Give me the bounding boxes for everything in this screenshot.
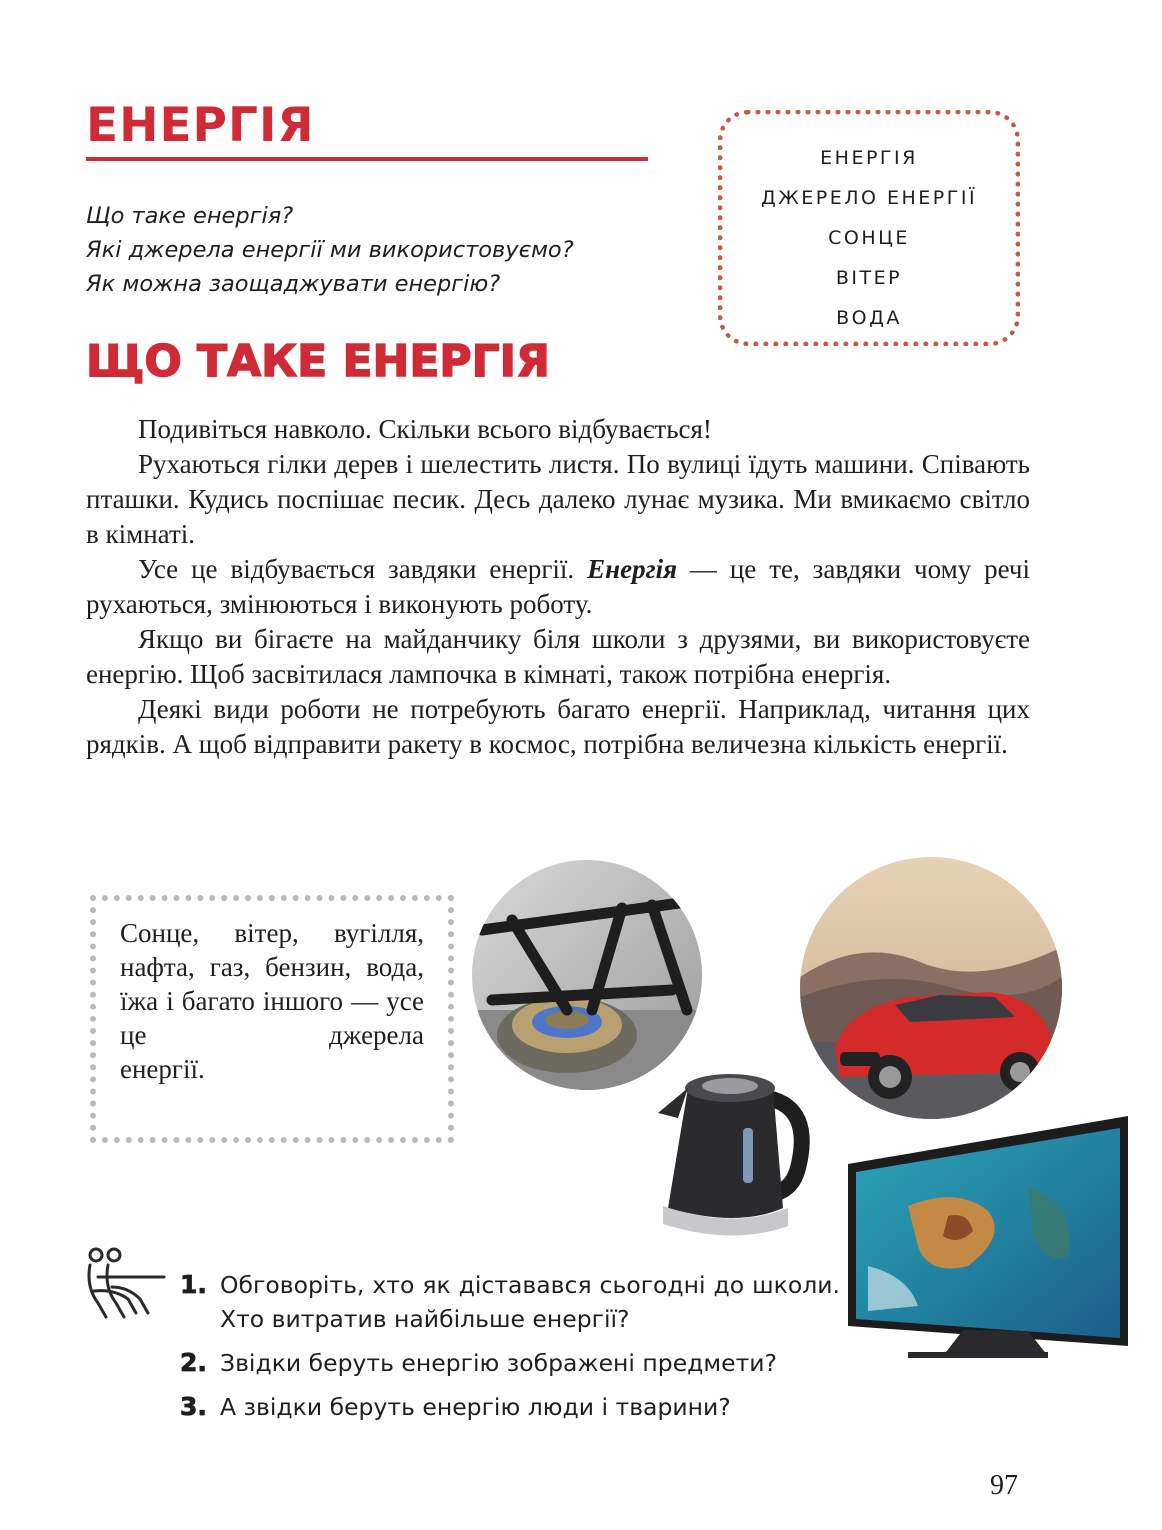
paragraph: Деякі види роботи не потребують багато енергії. Наприклад, читання цих рядків. А щоб відправити ракету в космос, потрібна величезна кількість енергії. [86, 694, 1030, 759]
keyword-item: ЕНЕРГІЯ [820, 147, 918, 169]
keyword-item: ВОДА [836, 307, 902, 329]
task-item [180, 1390, 840, 1424]
paragraph: Якщо ви бігаєте на майданчику біля школи з друзями, ви використовуєте енергію. Щоб засвітилася лампочка в кімнаті, також потрібна енергія. [86, 624, 1030, 689]
sources-note-main: Сонце, вітер, вугілля, нафта, газ, бензин, вода, їжа і багато іншого — усе це джерела [120, 918, 424, 1050]
paragraph: Рухаються гілки дерев і шелестить листя. По вулиці їдуть машини. Співають пташки. Кудись поспішає песик. Десь далеко лунає музика. Ми вмикаємо світло в кімнаті. [86, 449, 1030, 549]
task-number: 2. [180, 1348, 207, 1377]
title-underline [86, 157, 648, 161]
paragraph: Подивіться навколо. Скільки всього відбувається! [138, 414, 712, 444]
task-text: Обговоріть, хто як діставався сьогодні до школи. Хто витратив найбільше енергії? [220, 1271, 840, 1333]
page-title: ЕНЕРГІЯ [86, 98, 315, 153]
television-photo [848, 1116, 1130, 1394]
task-text: А звідки беруть енергію люди і тварини? [220, 1393, 731, 1421]
question-item: Що таке енергія? [86, 203, 294, 229]
tasks-list [180, 1268, 840, 1434]
task-number: 1. [180, 1270, 207, 1299]
gas-stove-photo [472, 860, 702, 1090]
question-item: Як можна заощаджувати енергію? [86, 271, 501, 297]
task-item [180, 1346, 840, 1380]
keyword-item: ВІТЕР [835, 267, 903, 289]
keyword-item: ДЖЕРЕЛО ЕНЕРГІЇ [760, 187, 978, 209]
page-number: 97 [990, 1470, 1018, 1501]
paragraph-text: Усе це відбувається завдяки енергії. [138, 554, 575, 584]
task-number: 3. [180, 1392, 207, 1421]
keyword-item: СОНЦЕ [828, 227, 910, 249]
task-text: Звідки беруть енергію зображені предмети? [220, 1349, 778, 1377]
keywords-list [718, 138, 1020, 338]
term-energy: Енергія [587, 554, 677, 584]
lesson-questions [86, 199, 574, 301]
electric-kettle-photo [648, 1058, 818, 1248]
red-car-photo [800, 857, 1062, 1119]
question-item: Які джерела енергії ми використовуємо? [86, 237, 574, 263]
section-heading: ЩО ТАКЕ ЕНЕРГІЯ [86, 336, 550, 387]
sources-note-text [120, 916, 424, 1086]
paragraph [86, 552, 1030, 622]
paragraph-text: — це те, завдяки чому речі рухаються, змінюються і виконують роботу. [86, 554, 1031, 619]
body-text [86, 412, 1030, 762]
task-item [180, 1268, 840, 1336]
group-work-icon [84, 1247, 168, 1327]
sources-note-last: енергії. [120, 1054, 205, 1084]
